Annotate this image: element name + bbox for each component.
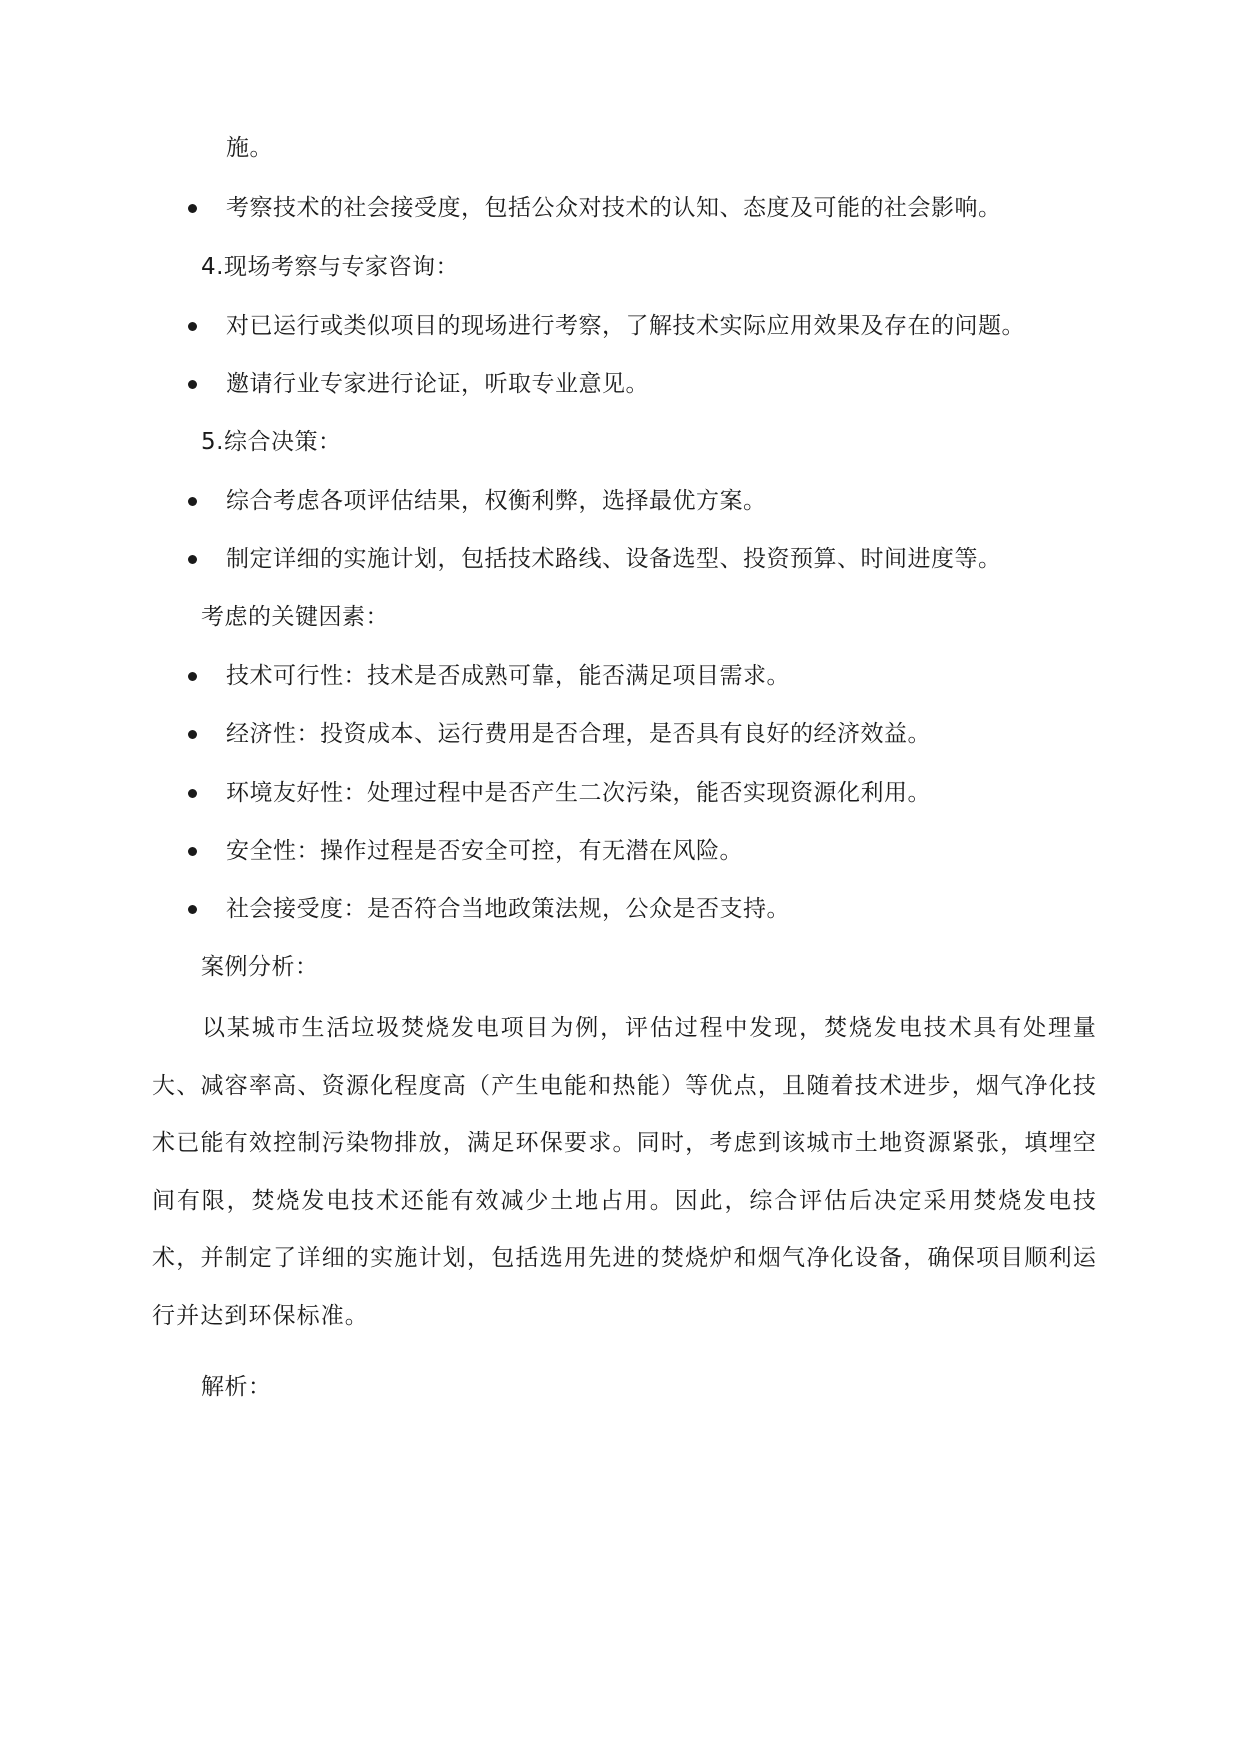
heading-number: 5.	[201, 429, 224, 455]
bullet-dot	[188, 380, 197, 389]
bullet-dot	[188, 497, 197, 506]
heading-case-analysis: 案例分析：	[201, 954, 319, 980]
bullet-dot	[188, 204, 197, 213]
bullet-dot	[188, 905, 197, 914]
bullet-dot	[188, 730, 197, 739]
bullet-dot	[188, 847, 197, 856]
bullet-social-acceptance: 考察技术的社会接受度，包括公众对技术的认知、态度及可能的社会影响。	[226, 195, 1002, 221]
bullet-dot	[188, 322, 197, 331]
bullet-environment: 环境友好性：处理过程中是否产生二次污染，能否实现资源化利用。	[226, 780, 931, 806]
bullet-site-inspection: 对已运行或类似项目的现场进行考察，了解技术实际应用效果及存在的问题。	[226, 313, 1025, 339]
bullet-weigh-options: 综合考虑各项评估结果，权衡利弊，选择最优方案。	[226, 488, 767, 514]
heading-number: 4.	[201, 254, 224, 280]
bullet-expert-review: 邀请行业专家进行论证，听取专业意见。	[226, 371, 649, 397]
heading-site-survey	[201, 252, 459, 282]
continued-text: 施。	[226, 135, 273, 161]
heading-text: 现场考察与专家咨询：	[223, 254, 459, 280]
bullet-dot	[188, 555, 197, 564]
bullet-dot	[188, 789, 197, 798]
bullet-social-acceptance-factor: 社会接受度：是否符合当地政策法规，公众是否支持。	[226, 896, 790, 922]
heading-analysis: 解析：	[201, 1374, 272, 1400]
case-paragraph: 以某城市生活垃圾焚烧发电项目为例，评估过程中发现，焚烧发电技术具有处理量大、减容率高、资源化程度高（产生电能和热能）等优点，且随着技术进步，烟气净化技术已能有效控制污染物排放，满足环保要求。同时，考虑到该城市土地资源紧张，填埋空间有限，焚烧发电技术还能有效减少土地占用。因此，综合评估后决定采用焚烧发电技术，并制定了详细的实施计划，包括选用先进的焚烧炉和烟气净化设备，确保项目顺利运行并达到环保标准。	[152, 1015, 1097, 1329]
bullet-safety: 安全性：操作过程是否安全可控，有无潜在风险。	[226, 838, 743, 864]
heading-decision	[201, 427, 341, 457]
bullet-implementation-plan: 制定详细的实施计划，包括技术路线、设备选型、投资预算、时间进度等。	[226, 546, 1002, 572]
heading-key-factors: 考虑的关键因素：	[201, 604, 389, 630]
bullet-economy: 经济性：投资成本、运行费用是否合理，是否具有良好的经济效益。	[226, 721, 931, 747]
bullet-dot	[188, 672, 197, 681]
bullet-technical-feasibility: 技术可行性：技术是否成熟可靠，能否满足项目需求。	[226, 663, 790, 689]
heading-text: 综合决策：	[223, 429, 342, 455]
